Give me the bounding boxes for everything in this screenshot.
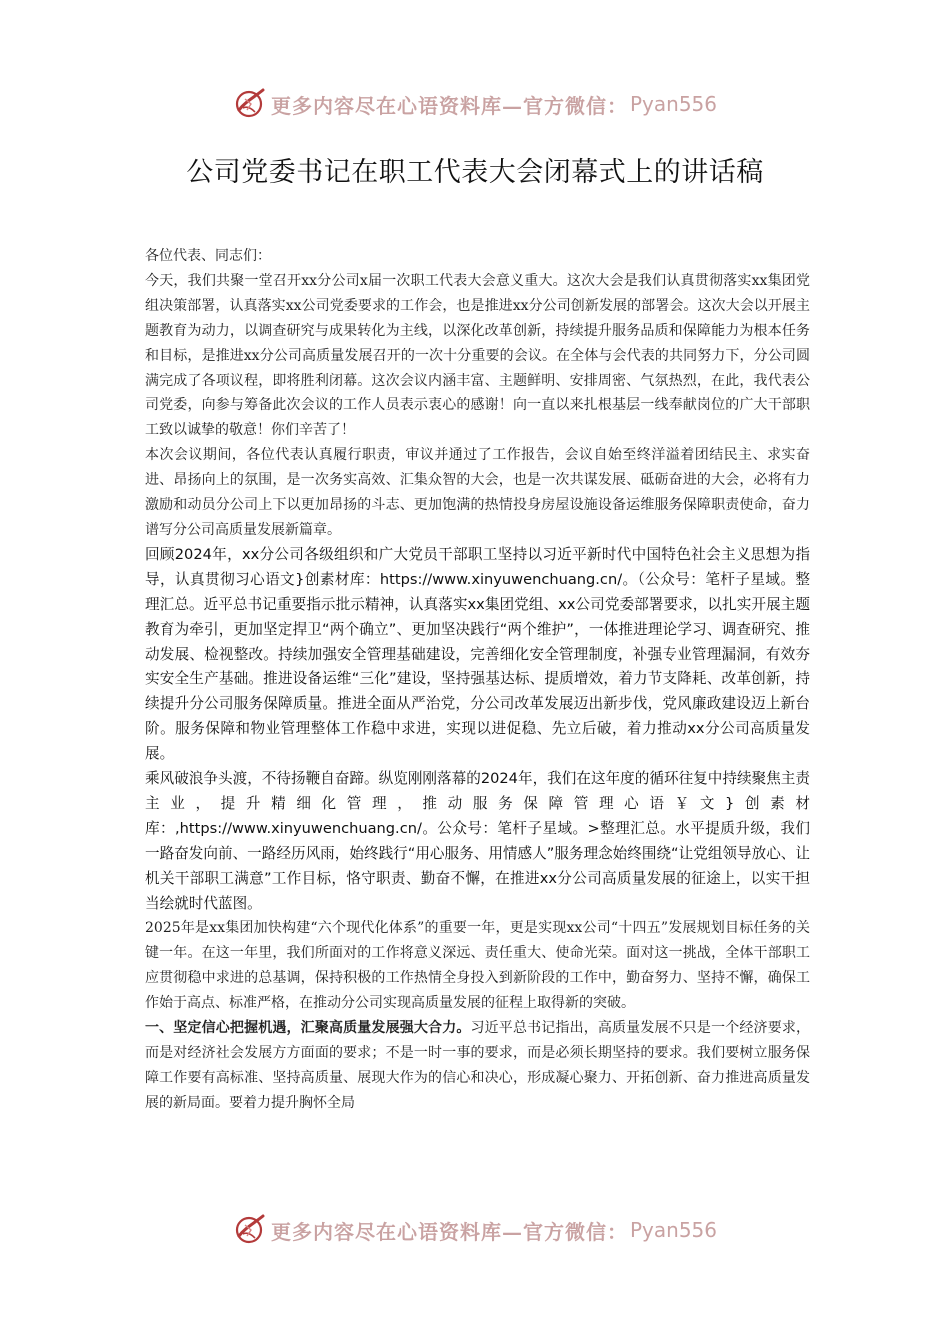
watermark-wechat-id: Pyan556: [629, 92, 717, 116]
footer-watermark-banner: [0, 1210, 950, 1250]
paragraph-2: 本次会议期间，各位代表认真履行职责，审议并通过了工作报告，会议自始至终洋溢着团结民主、求实奋进、昂扬向上的氛围，是一次务实高效、汇集众智的大会，也是一次共谋发展、砥砺奋进的大会，必将有力激励和动员分公司上下以更加昂扬的斗志、更加饱满的热情投身房屋设施设备运维服务保障职责使命，奋力谱写分公司高质量发展新篇章。: [145, 447, 810, 538]
paragraph-5: 2025年是xx集团加快构建“六个现代化体系”的重要一年，更是实现xx公司“十四五”发展规划目标任务的关键一年。在这一年里，我们所面对的工作将意义深远、责任重大、使命光荣。面对这一挑战，全体干部职工应贯彻稳中求进的总基调，保持积极的工作热情全身投入到新阶段的工作中，勤奋努力、坚持不懈，确保工作始于高点、标准严格，在推动分公司实现高质量发展的征程上取得新的突破。: [145, 920, 810, 1012]
paragraph-6-body: 习近平总书记指出，高质量发展不只是一个经济要求，而是对经济社会发展方方面面的要求；不是一时一事的要求，而是必须长期坚持的要求。我们要树立服务保障工作要有高标准、坚持高质量、展现大作为的信心和决心，形成凝心聚力、开拓创新、奋力推进高质量发展的新局面。要着力提升胸怀全局: [145, 1020, 810, 1111]
section-heading-1: 一、坚定信心把握机遇，汇聚高质量发展强大合力。: [145, 1020, 471, 1037]
document-body: [145, 244, 810, 1116]
paragraph-6: [145, 1016, 810, 1116]
document-title: 公司党委书记在职工代表大会闭幕式上的讲话稿: [186, 157, 764, 188]
brush-logo-icon: [233, 1212, 269, 1248]
salutation: 各位代表、同志们：: [145, 248, 271, 264]
watermark-text: 更多内容尽在心语资料库—官方微信：: [270, 1219, 628, 1244]
brush-logo-icon: [233, 86, 269, 122]
paragraph-4: 乘风破浪争头渡，不待扬鞭自奋蹄。纵览刚刚落幕的2024年，我们在这年度的循环往复中持续聚焦主责主业，提升精细化管理，推动服务保障管理心语￥文}创素材库：,https://www.xinyuwenchuang.cn/。公众号：笔杆子星域。>整理汇总。水平提质升级，我们一路奋发向前、一路经历风雨，始终践行“用心服务、用情感人”服务理念始终围绕“让党组领导放心、让机关干部职工满意”工作目标，恪守职责、勤奋不懈，在推进xx分公司高质量发展的征途上，以实干担当绘就时代蓝图。: [145, 770, 810, 912]
paragraph-1: 今天，我们共聚一堂召开xx分公司x届一次职工代表大会意义重大。这次大会是我们认真贯彻落实xx集团党组决策部署，认真落实xx公司党委要求的工作会，也是推进xx分公司创新发展的部署会。这次大会以开展主题教育为动力，以调查研究与成果转化为主线，以深化改革创新，持续提升服务品质和保障能力为根本任务和目标，是推进xx分公司高质量发展召开的一次十分重要的会议。在全体与会代表的共同努力下，分公司圆满完成了各项议程，即将胜利闭幕。这次会议内涵丰富、主题鲜明、安排周密、气氛热烈，在此，我代表公司党委，向参与筹备此次会议的工作人员表示衷心的感谢！向一直以来扎根基层一线奉献岗位的广大干部职工致以诚挚的敬意！你们辛苦了！: [145, 272, 810, 439]
paragraph-3: 回顾2024年，xx分公司各级组织和广大党员干部职工坚持以习近平新时代中国特色社会主义思想为指导，认真贯彻习心语文}创素材库：https://www.xinyuwenchuang.cn/。（公众号：笔杆子星域。整理汇总。近平总书记重要指示批示精神，认真落实xx集团党组、xx公司党委部署要求，以扎实开展主题教育为牵引，更加坚定捍卫“两个确立”、更加坚决践行“两个维护”，一体推进理论学习、调查研究、推动发展、检视整改。持续加强安全管理基础建设，完善细化安全管理制度，补强专业管理漏洞，有效夯实安全生产基础。推进设备运维“三化”建设，坚持强基达标、提质增效，着力节支降耗、改革创新，持续提升分公司服务保障质量。推进全面从严治党，分公司改革发展迈出新步伐，党风廉政建设迈上新台阶。服务保障和物业管理整体工作稳中求进，实现以进促稳、先立后破，着力推动xx分公司高质量发展。: [145, 545, 810, 763]
watermark-wechat-id: Pyan556: [629, 1218, 717, 1242]
header-watermark-banner: [0, 84, 950, 124]
watermark-text: 更多内容尽在心语资料库—官方微信：: [270, 93, 628, 118]
